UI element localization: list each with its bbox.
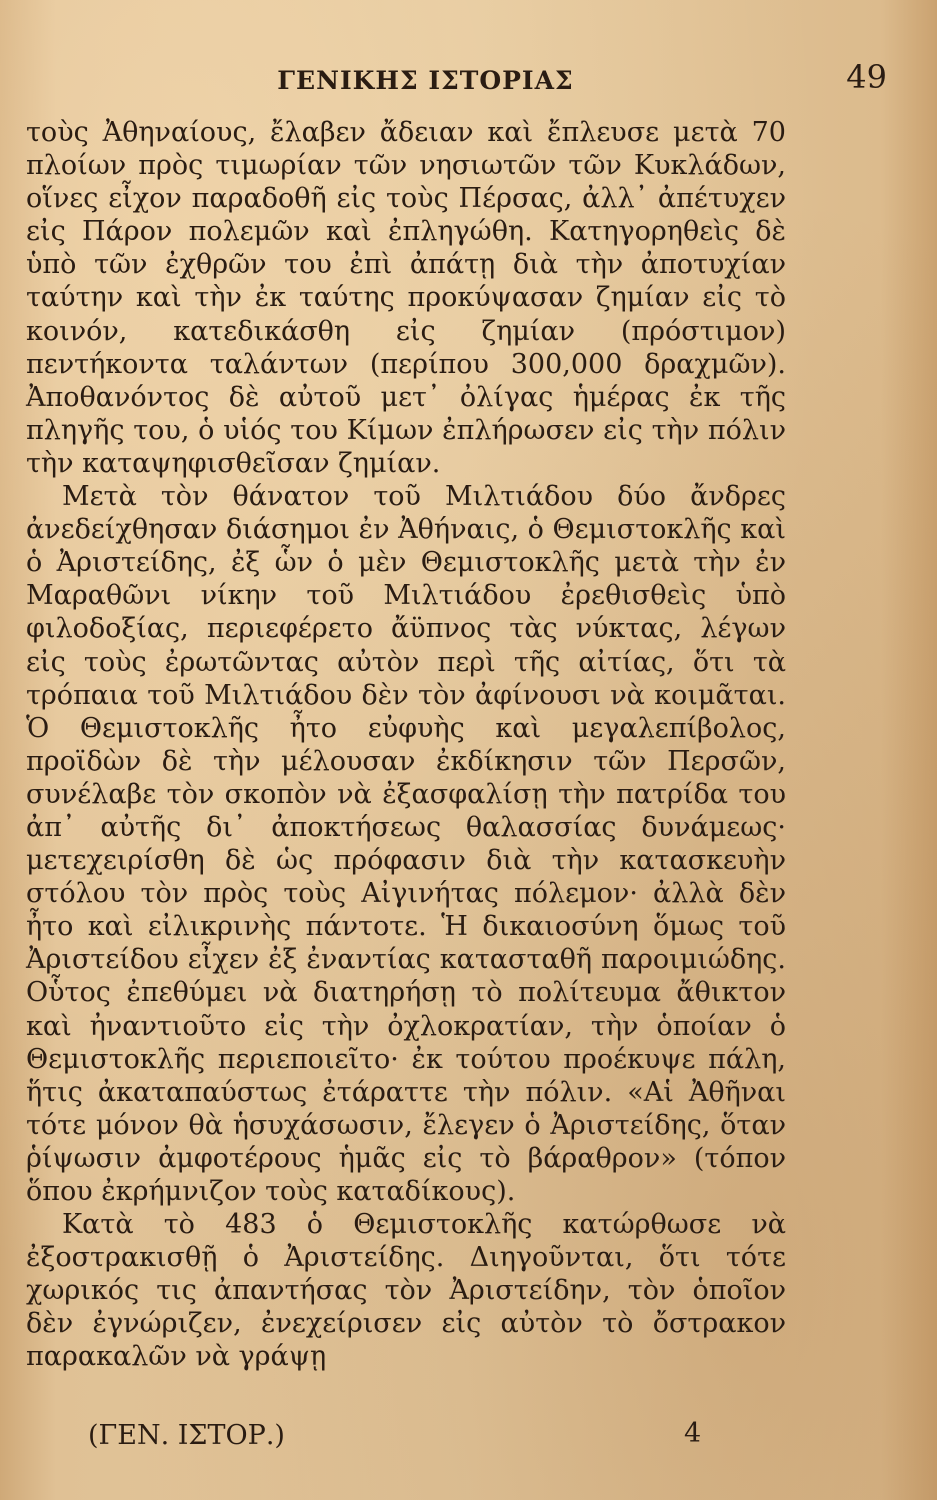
body-text [26,116,786,1374]
sheet-number: 4 [684,1418,702,1449]
page-footer [88,1420,708,1460]
paragraph-ostracism: Κατὰ τὸ 483 ὁ Θεμιστοκλῆς κατώρθωσε νὰ ἐξοστρακισθῇ ὁ Ἀριστείδης. Διηγοῦνται, ὅτι τότε χωρικός τις ἀπαντήσας τὸν Ἀριστείδην, τὸν ὁποῖον δὲν ἐγνώριζεν, ἐνεχείρισεν εἰς αὐτὸν τὸ ὄστρακον παρακαλῶν νὰ γράψῃ [26,1209,786,1373]
page-number: 49 [846,58,887,96]
signature-mark: (ΓΕΝ. ΙΣΤΟΡ.) [88,1420,285,1451]
paragraph-themistocles-aristides: Μετὰ τὸν θάνατον τοῦ Μιλτιάδου δύο ἄνδρες ἀνεδείχθησαν διάσημοι ἐν Ἀθήναις, ὁ Θεμιστοκλῆς καὶ ὁ Ἀριστείδης, ἐξ ὧν ὁ μὲν Θεμιστοκλῆς μετὰ τὴν ἐν Μαραθῶνι νίκην τοῦ Μιλτιάδου ἐρεθισθεὶς ὑπὸ φιλοδοξίας, περιεφέρετο ἄϋπνος τὰς νύκτας, λέγων εἰς τοὺς ἐρωτῶντας αὐτὸν περὶ τῆς αἰτίας, ὅτι τὰ τρόπαια τοῦ Μιλτιάδου δὲν τὸν ἀφίνουσι νὰ κοιμᾶται. Ὁ Θεμιστοκλῆς ἦτο εὐφυὴς καὶ μεγαλεπίβολος, προϊδὼν δὲ τὴν μέλουσαν ἐκδίκησιν τῶν Περσῶν, συνέλαβε τὸν σκοπὸν νὰ ἐξασφαλίσῃ τὴν πατρίδα του ἀπ᾽ αὐτῆς δι᾽ ἀποκτήσεως θαλασσίας δυνάμεως· μετεχειρίσθη δὲ ὡς πρόφασιν διὰ τὴν κατασκευὴν στόλου τὸν πρὸς τοὺς Αἰγινήτας πόλεμον· ἀλλὰ δὲν ἦτο καὶ εἰλικρινὴς πάντοτε. Ἡ δικαιοσύνη ὅμως τοῦ Ἀριστείδου εἶχεν ἐξ ἐναντίας κατασταθῆ παροιμιώδης. Οὗτος ἐπεθύμει νὰ διατηρήσῃ τὸ πολίτευμα ἄθικτον καὶ ἠναντιοῦτο εἰς τὴν ὀχλοκρατίαν, τὴν ὁποίαν ὁ Θεμιστοκλῆς περιεποιεῖτο· ἐκ τούτου προέκυψε πάλη, ἥτις ἀκαταπαύστως ἐτάραττε τὴν πόλιν. «Αἱ Ἀθῆναι τότε μόνον θὰ ἡσυχάσωσιν, ἔλεγεν ὁ Ἀριστείδης, ὅταν ῥίψωσιν ἀμφοτέρους ἡμᾶς εἰς τὸ βάραθρον» (τόπον ὅπου ἐκρήμνιζον τοὺς καταδίκους). [26,481,786,1207]
page-header [62,58,887,98]
running-title: ΓΕΝΙΚΗΣ ΙΣΤΟΡΙΑΣ [277,66,574,95]
paragraph-continuation: τοὺς Ἀθηναίους, ἔλαβεν ἄδειαν καὶ ἔπλευσε μετὰ 70 πλοίων πρὸς τιμωρίαν τῶν νησιωτῶν τῶν Κυκλάδων, οἵνες εἶχον παραδοθῆ εἰς τοὺς Πέρσας, ἀλλ᾽ ἀπέτυχεν εἰς Πάρον πολεμῶν καὶ ἐπληγώθη. Κατηγορηθεὶς δὲ ὑπὸ τῶν ἐχθρῶν του ἐπὶ ἀπάτῃ διὰ τὴν ἀποτυχίαν ταύτην καὶ τὴν ἐκ ταύτης προκύψασαν ζημίαν εἰς τὸ κοινόν, κατεδικάσθη εἰς ζημίαν (πρόστιμον) πεντήκοντα ταλάντων (περίπου 300,000 δραχμῶν). Ἀποθανόντος δὲ αὐτοῦ μετ᾽ ὀλίγας ἡμέρας ἐκ τῆς πληγῆς του, ὁ υἱός του Κίμων ἐπλήρωσεν εἰς τὴν πόλιν τὴν καταψηφισθεῖσαν ζημίαν. [26,117,786,479]
